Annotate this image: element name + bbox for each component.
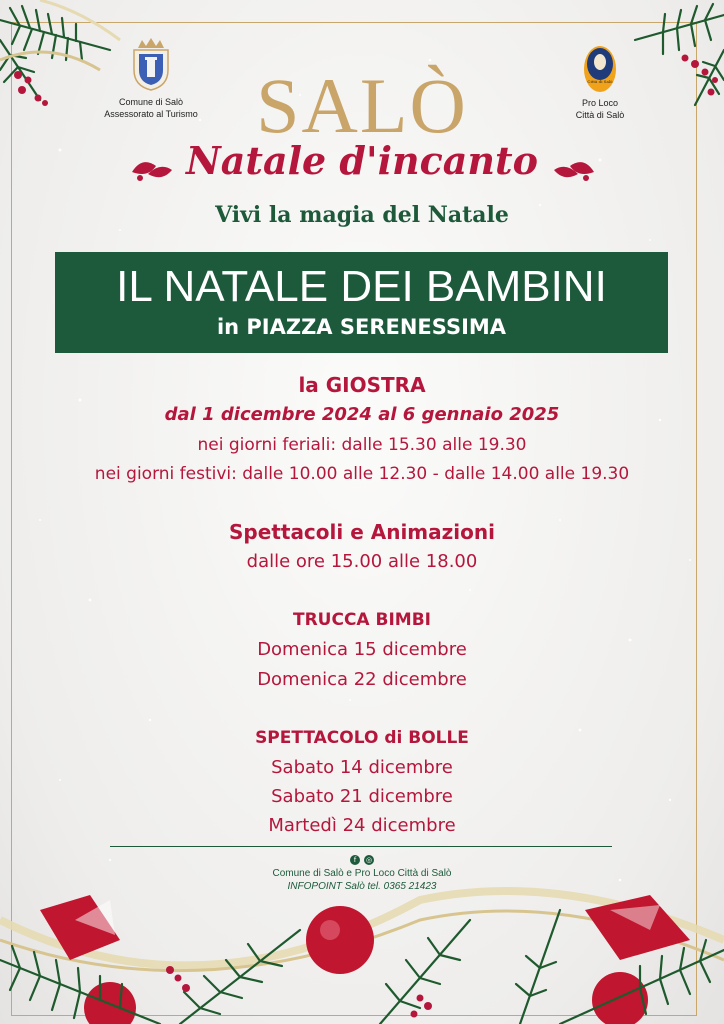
giostra-feriali: nei giorni feriali: dalle 15.30 alle 19.30 — [197, 435, 527, 455]
bolle-date-item: Sabato 14 dicembre — [271, 757, 453, 778]
comune-name: Comune di Salò — [118, 97, 184, 107]
proloco-city: Città di Salò — [575, 110, 625, 120]
footer-divider — [110, 846, 612, 847]
banner-title: IL NATALE DEI BAMBINI — [116, 262, 607, 311]
spettacoli-heading: Spettacoli e Animazioni — [229, 520, 495, 544]
footer-organizers: Comune di Salò e Pro Loco Città di Salò — [272, 868, 452, 879]
bottom-garland-decoration — [0, 880, 724, 1024]
bolle-date-item: Martedì 24 dicembre — [268, 815, 456, 836]
proloco-badge-text: Città di Salò — [587, 79, 613, 84]
giostra-festivi: nei giorni festivi: dalle 10.00 alle 12.30 - dalle 14.00 alle 19.30 — [94, 464, 630, 484]
trucca-date-item: Domenica 15 dicembre — [257, 639, 467, 660]
facebook-icon[interactable]: f — [350, 855, 360, 865]
bolle-date-item: Sabato 21 dicembre — [271, 786, 453, 807]
trucca-heading: TRUCCA BIMBI — [292, 610, 431, 630]
comune-office: Assessorato al Turismo — [104, 109, 198, 119]
holly-ornament-right-icon — [552, 152, 598, 186]
footer-infopoint: INFOPOINT Salò tel. 0365 21423 — [287, 881, 437, 892]
header-tagline: Vivi la magia del Natale — [215, 202, 509, 228]
banner-subtitle: in PIAZZA SERENESSIMA — [216, 315, 507, 339]
giostra-heading — [0, 371, 724, 399]
giostra-heading-prefix: la — [298, 373, 326, 397]
giostra-dates: dal 1 dicembre 2024 al 6 gennaio 2025 — [164, 404, 560, 425]
spettacoli-hours: dalle ore 15.00 alle 18.00 — [246, 551, 478, 572]
bolle-heading: SPETTACOLO di BOLLE — [255, 728, 469, 748]
header-title: SALÒ — [256, 62, 468, 149]
giostra-heading-main: GIOSTRA — [325, 373, 426, 397]
header-subtitle: Natale d'incanto — [186, 138, 538, 183]
trucca-date-item: Domenica 22 dicembre — [257, 669, 467, 690]
proloco-name: Pro Loco — [581, 98, 619, 108]
title-banner — [55, 252, 668, 353]
instagram-icon[interactable]: ◎ — [365, 856, 373, 864]
